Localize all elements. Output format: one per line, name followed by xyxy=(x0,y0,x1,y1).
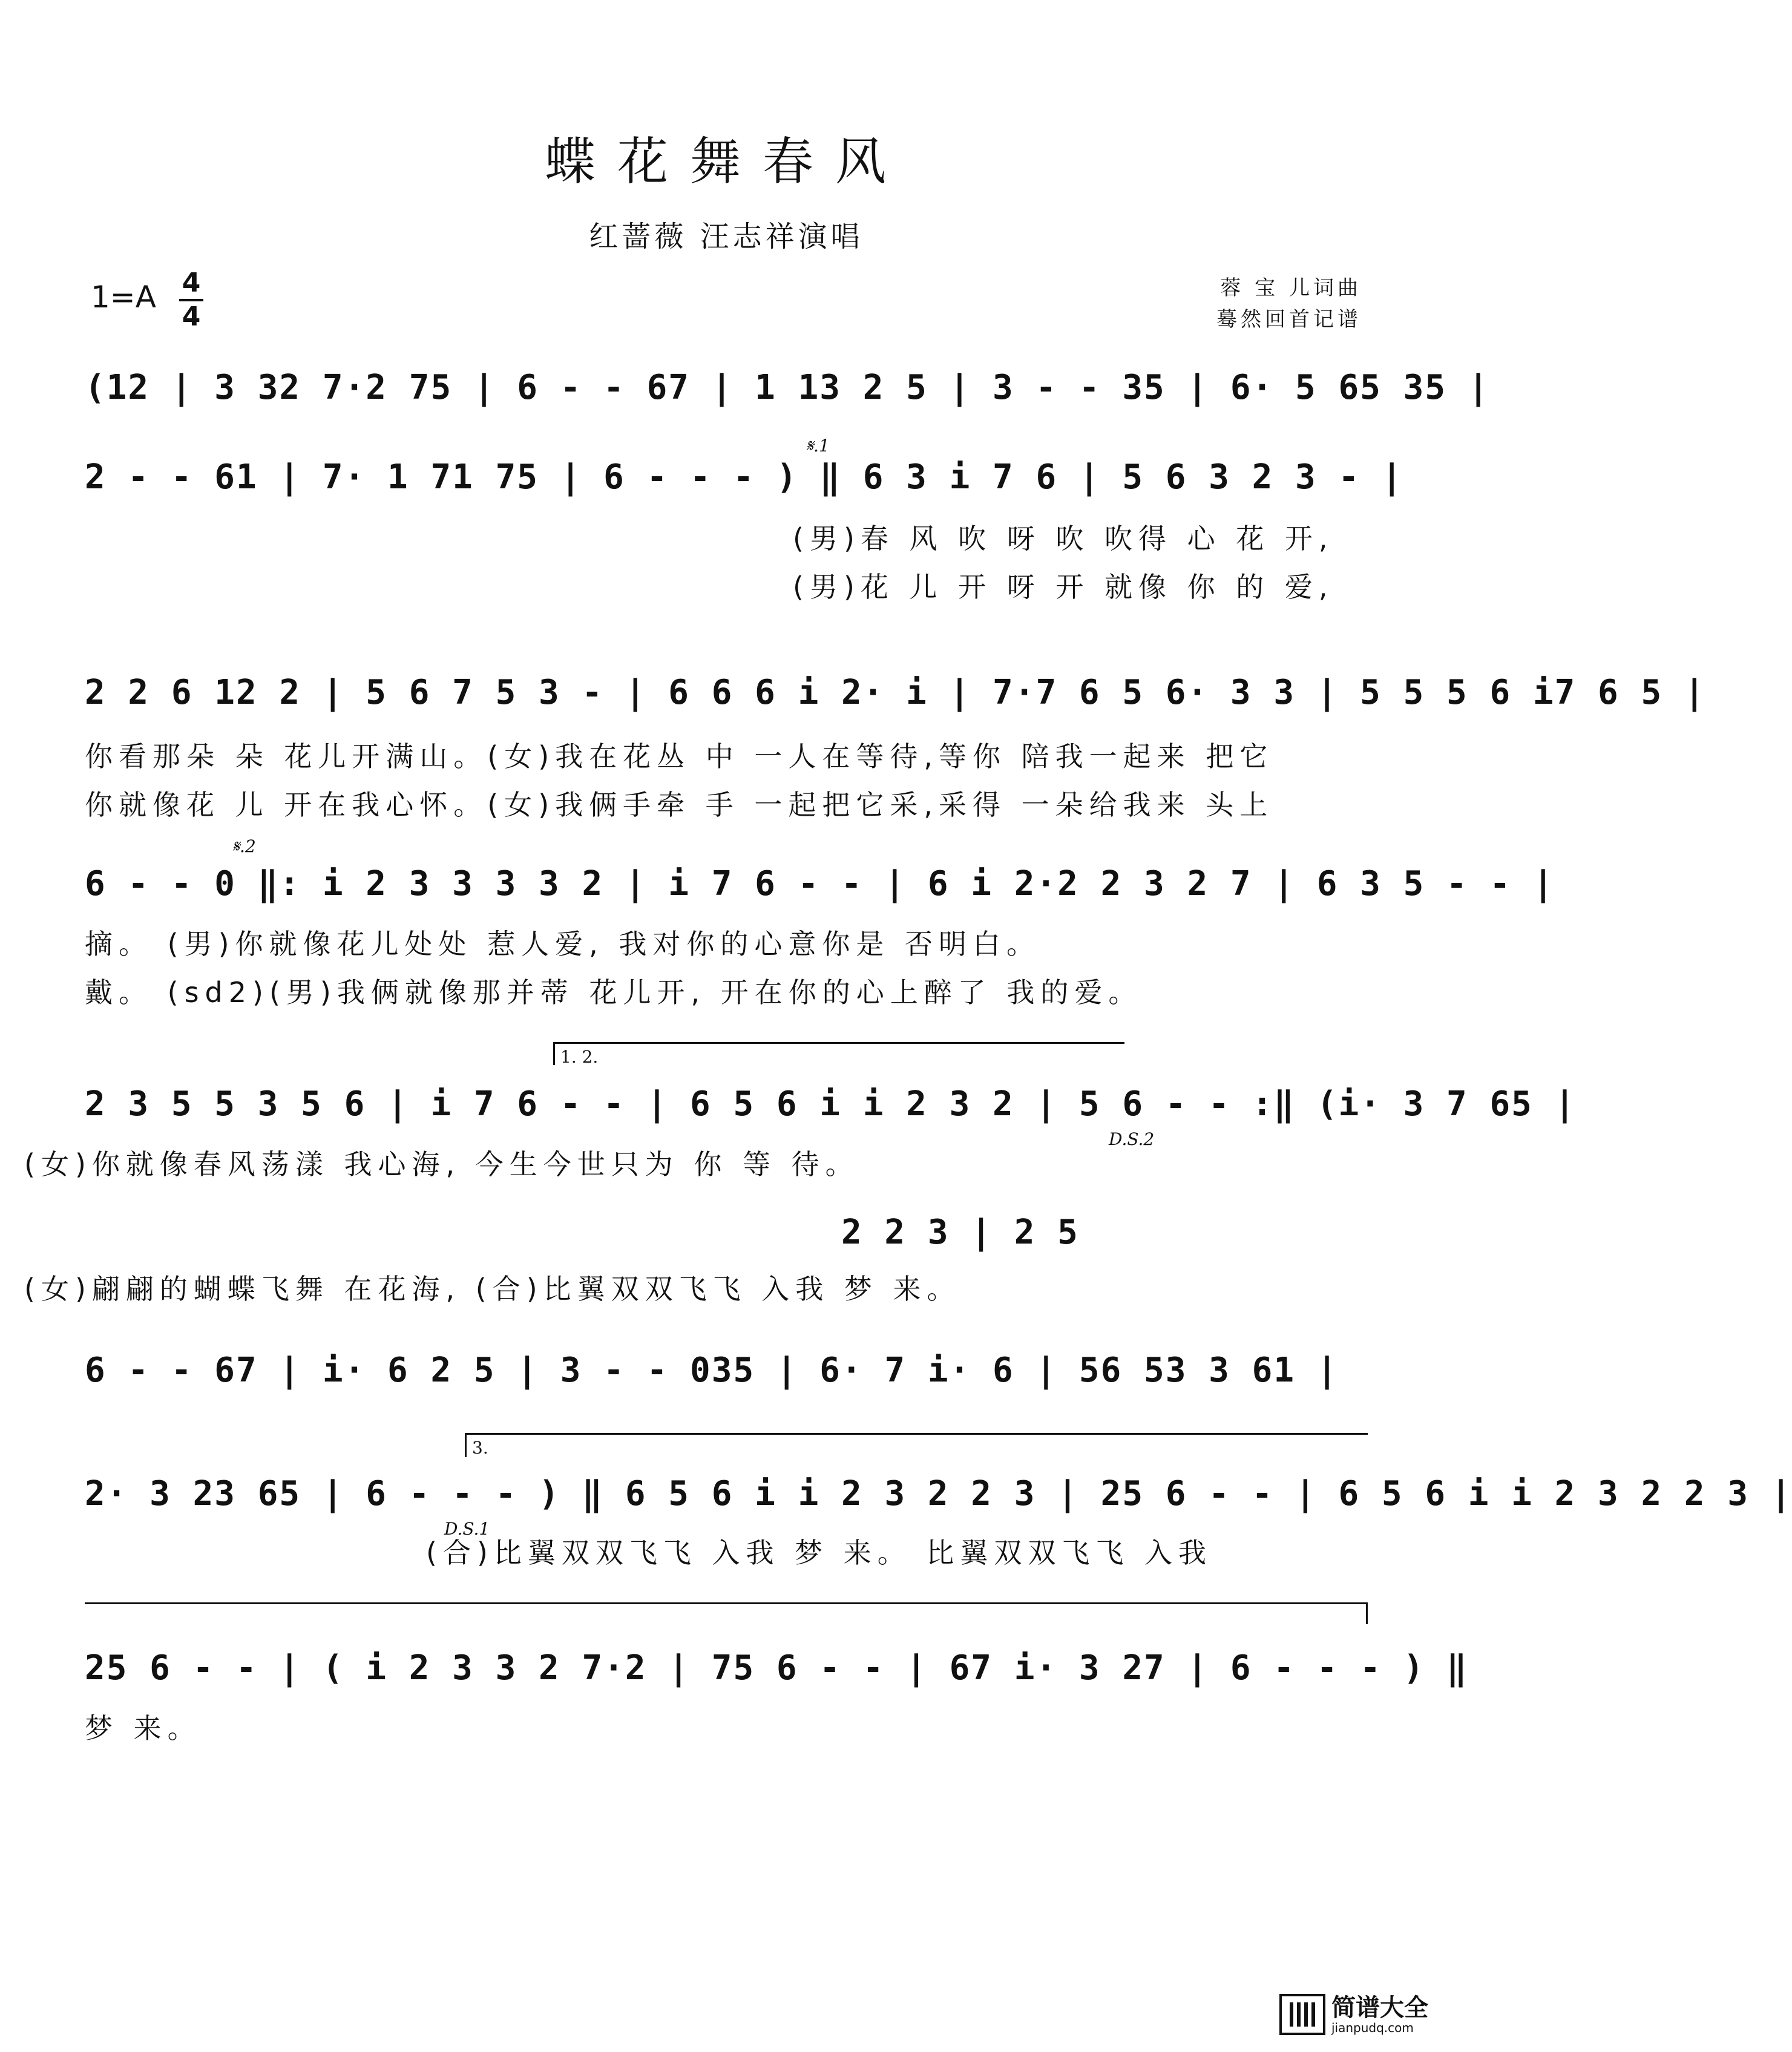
lyric-line-6: (女)翩翩的蝴蝶飞舞 在花海, (合)比翼双双飞飞 入我 梦 来。 xyxy=(24,1273,961,1305)
volta-3-label: 3. xyxy=(472,1438,488,1458)
volta-1-2-line xyxy=(553,1042,1124,1044)
key-signature: 1=A xyxy=(91,280,156,315)
lyric-line-2a: (男)春 风 吹 呀 吹 吹得 心 花 开, xyxy=(793,522,1334,555)
music-line-8: 2· 3 23 65 | 6 - - - ) ‖ 6 5 6 i i 2 3 2 2 3 | 25 6 - - | 6 5 6 i i 2 3 2 2 3 | xyxy=(85,1474,1792,1513)
song-title: 蝶花舞春风 xyxy=(544,132,908,191)
ds-2-mark: D.S.2 xyxy=(1109,1129,1155,1149)
lyric-line-5: (女)你就像春风荡漾 我心海, 今生今世只为 你 等 待。 xyxy=(24,1148,859,1181)
credit-composer: 蓉 宝 儿词曲 xyxy=(1220,276,1362,300)
logo-url: jianpudq.com xyxy=(1331,2021,1414,2035)
music-line-7: 6 - - 67 | i· 6 2 5 | 3 - - 035 | 6· 7 i· 6 | 56 53 3 61 | xyxy=(85,1351,1339,1390)
logo-icon xyxy=(1279,1994,1325,2035)
volta-1-2-left xyxy=(553,1042,555,1065)
volta-3-right xyxy=(1366,1602,1368,1624)
lyric-line-8: (合)比翼双双飞飞 入我 梦 来。 比翼双双飞飞 入我 xyxy=(426,1536,1213,1569)
volta-3-line xyxy=(465,1433,1368,1435)
music-line-6: 2 2 3 | 2 5 xyxy=(841,1213,1079,1252)
time-signature-bottom: 4 xyxy=(182,301,201,332)
lyric-line-3a: 你看那朵 朵 花儿开满山。(女)我在花丛 中 一人在等待,等你 陪我一起来 把它 xyxy=(85,740,1274,773)
ds-1-mark: D.S.1 xyxy=(444,1519,490,1539)
lyric-line-2b: (男)花 儿 开 呀 开 就像 你 的 爱, xyxy=(793,571,1334,603)
site-logo xyxy=(1279,1994,1428,2035)
logo-text: 简谱大全 xyxy=(1331,1994,1428,2022)
performers: 红蔷薇 汪志祥演唱 xyxy=(589,220,864,254)
lyric-line-4a: 摘。 (男)你就像花儿处处 惹人爱, 我对你的心意你是 否明白。 xyxy=(85,928,1041,960)
time-signature xyxy=(179,269,203,332)
music-line-1: (12 | 3 32 7·2 75 | 6 - - 67 | 1 13 2 5 | 3 - - 35 | 6· 5 65 35 | xyxy=(85,368,1490,407)
lyric-line-3b: 你就像花 儿 开在我心怀。(女)我俩手牵 手 一起把它采,采得 一朵给我来 头上 xyxy=(85,788,1274,821)
music-line-2: 2 - - 61 | 7· 1 71 75 | 6 - - - ) ‖ 6 3 i 7 6 | 5 6 3 2 3 - | xyxy=(85,457,1403,497)
segno-1-mark: 𝄋.1 xyxy=(806,436,830,456)
music-line-9: 25 6 - - | ( i 2 3 3 2 7·2 | 75 6 - - | 67 i· 3 27 | 6 - - - ) ‖ xyxy=(85,1648,1468,1688)
volta-3-continuation xyxy=(85,1602,1368,1604)
lyric-line-4b: 戴。 (sd2)(男)我俩就像那并蒂 花儿开, 开在你的心上醉了 我的爱。 xyxy=(85,976,1143,1009)
time-signature-top: 4 xyxy=(182,267,201,298)
music-line-4: 6 - - 0 ‖: i 2 3 3 3 3 2 | i 7 6 - - | 6 i 2·2 2 3 2 7 | 6 3 5 - - | xyxy=(85,864,1555,903)
volta-1-2-label: 1. 2. xyxy=(560,1047,599,1067)
credit-transcriber: 蓦然回首记谱 xyxy=(1216,307,1362,332)
lyric-line-9: 梦 来。 xyxy=(85,1712,202,1745)
music-line-3: 2 2 6 12 2 | 5 6 7 5 3 - | 6 6 6 i 2· i | 7·7 6 5 6· 3 3 | 5 5 5 6 i7 6 5 | xyxy=(85,673,1706,712)
segno-2-mark: 𝄋.2 xyxy=(232,836,256,856)
volta-3-left xyxy=(465,1433,467,1457)
music-line-5: 2 3 5 5 3 5 6 | i 7 6 - - | 6 5 6 i i 2 3 2 | 5 6 - - :‖ (i· 3 7 65 | xyxy=(85,1084,1577,1124)
